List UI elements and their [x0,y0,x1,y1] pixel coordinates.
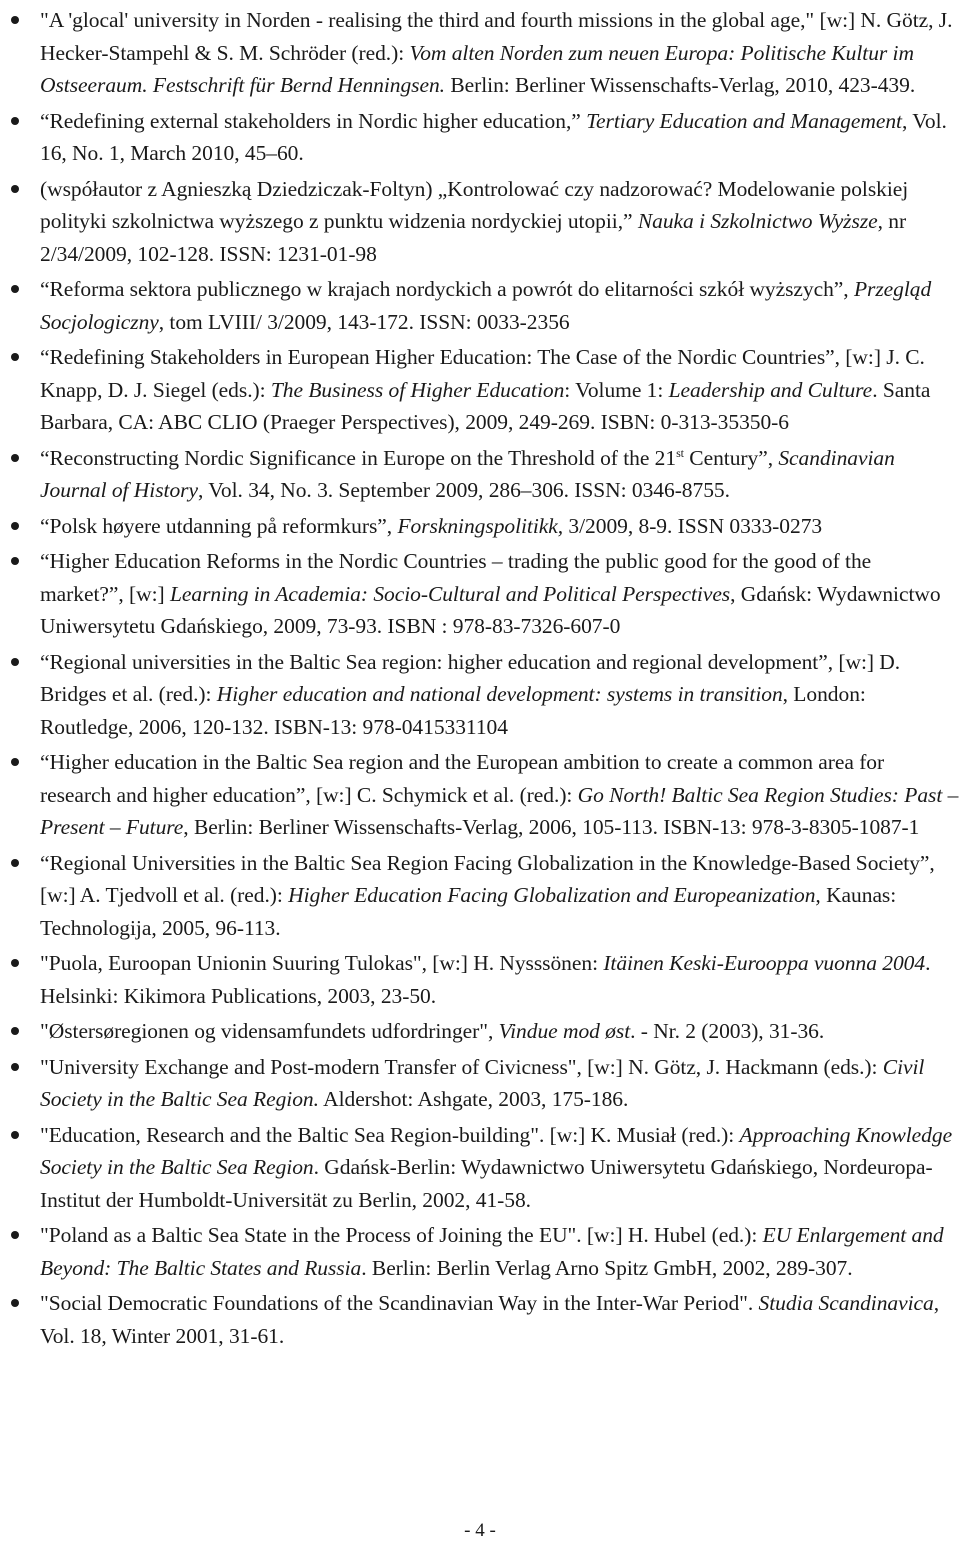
publication-text: st [676,445,684,460]
publication-entry [0,442,960,507]
publication-text: , Vol. 16, No. 1, March 2010, 45–60. [40,108,947,165]
publication-title-text: Przegląd Socjologiczny [40,277,932,334]
publication-text: . Helsinki: Kikimora Publications, 2003, 23-50. [40,951,931,1008]
publication-text: “Redefining Stakeholders in European Higher Education: The Case of the Nordic Countries”, [w:] J. C. Knapp, D. J. Siegel (eds.): [40,345,925,402]
bullet-icon [11,454,19,462]
bullet-icon [11,285,19,293]
publication-title-text: Tertiary Education and Management [586,108,902,133]
publication-entry [0,545,960,643]
publication-title-text: Scandinavian Journal of History [40,445,895,502]
publication-entry [0,847,960,945]
publication-text: . Gdańsk-Berlin: Wydawnictwo Uniwersytetu Gdańskiego, Nordeuropa-Institut der Humboldt-Universität zu Berlin, 2002, 41-58. [40,1155,933,1212]
publication-entry [0,646,960,744]
publication-text: , Berlin: Berliner Wissenschafts-Verlag, 2006, 105-113. ISBN-13: 978-3-8305-1087-1 [183,815,920,839]
publication-entry [0,341,960,439]
publication-text: "Poland as a Baltic Sea State in the Process of Joining the EU". [w:] H. Hubel (ed.): [40,1223,763,1247]
publication-text: , tom LVIII/ 3/2009, 143-172. ISSN: 0033-2356 [158,309,570,334]
publication-title-text: Higher education and national development: systems in transition [216,682,783,706]
bullet-icon [11,522,19,530]
publication-entry [0,273,960,338]
publication-entry [0,510,960,543]
bullet-icon [11,353,19,361]
publication-title-text: The Business of Higher Education [270,377,565,402]
publication-entry [0,746,960,844]
publication-title-text: Nauka i Szkolnictwo Wyższe [637,209,878,233]
publication-text: . Santa Barbara, CA: ABC CLIO (Praeger Perspectives), 2009, 249-269. ISBN: 0-313-35350-6 [40,377,931,434]
publication-title-text: Approaching Knowledge Society in the Baltic Sea Region [40,1122,953,1179]
publication-text: “Regional Universities in the Baltic Sea Region Facing Globalization in the Knowledge-Based Society”, [w:] A. Tjedvoll et al. (red.): [40,850,935,907]
publication-text: "Østersøregionen og vidensamfundets udfordringer", [40,1019,499,1043]
publication-title-text: Vindue mod øst [498,1019,631,1043]
bullet-icon [11,1063,19,1071]
publication-title-text: Go North! Baltic Sea Region Studies: Past – Present – Future [40,782,959,839]
publication-title-text: Forskningspolitikk, [397,513,564,538]
publication-text: Aldershot: Ashgate, 2003, 175-186. [318,1087,629,1111]
publication-entry [0,1287,960,1352]
publication-text: , nr 2/34/2009, 102-128. ISSN: 1231-01-98 [40,209,907,266]
publication-text: , Vol. 34, No. 3. September 2009, 286–306. ISSN: 0346-8755. [197,478,730,502]
publication-text: . - Nr. 2 (2003), 31-36. [630,1019,825,1043]
bullet-icon [11,959,19,967]
publication-title-text: Itäinen Keski-Eurooppa vuonna 2004 [603,951,926,975]
publication-title-text: Civil Society in the Baltic Sea Region. [40,1054,925,1111]
publication-entry [0,105,960,170]
publication-text: “Reforma sektora publicznego w krajach nordyckich a powrót do elitarności szkół wyższych”, [40,277,854,301]
publication-entry [0,1219,960,1284]
bullet-icon [11,16,19,24]
publication-entry [0,4,960,102]
bullet-icon [11,859,19,867]
publication-text: Century”, [683,445,779,470]
bullet-icon [11,185,19,193]
publication-text: “Polsk høyere utdanning på reformkurs”, [40,513,398,538]
publication-text: "Puola, Euroopan Unionin Suuring Tulokas", [w:] H. Nysssönen: [40,951,604,975]
publication-title-text: Studia Scandinavica [758,1291,934,1315]
bullet-icon [11,1231,19,1239]
bullet-icon [11,1027,19,1035]
publication-text: “Higher education in the Baltic Sea region and the European ambition to create a common area for research and higher education”, [w:] C. Schymick et al. (red.): [40,750,885,807]
publication-text: “Reconstructing Nordic Significance in Europe on the Threshold of the 21 [40,445,677,470]
bullet-icon [11,658,19,666]
publication-text: "University Exchange and Post-modern Transfer of Civicness", [w:] N. Götz, J. Hackmann (eds.): [40,1054,883,1079]
publication-title-text: Vom alten Norden zum neuen Europa: Politische Kultur im Ostseeraum. Festschrift für Bernd Henningsen. [40,40,914,97]
bullet-icon [11,557,19,565]
publication-text: Berlin: Berliner Wissenschafts-Verlag, 2010, 423-439. [445,73,916,97]
publication-entry [0,947,960,1012]
bullet-icon [11,117,19,125]
publication-title-text: Learning in Academia: Socio-Cultural and Political Perspectives [169,581,731,606]
publication-title-text: EU Enlargement and Beyond: The Baltic States and Russia [40,1223,944,1280]
publication-title-text: Higher Education Facing Globalization and Europeanization, [288,883,821,907]
publication-text: 3/2009, 8-9. ISSN 0333-0273 [563,513,823,538]
publication-entry [0,1119,960,1217]
publication-text: , Gdańsk: Wydawnictwo Uniwersytetu Gdańskiego, 2009, 73-93. ISBN : 978-83-7326-607-0 [40,581,941,638]
publication-entry [0,1015,960,1048]
publication-text: Kaunas: Technologija, 2005, 96-113. [40,883,897,940]
publication-text: "A 'glocal' university in Norden - realising the third and fourth missions in the global age," [w:] N. Götz, J. Hecker-Stampehl & S. M. Schröder (red.): [40,8,953,65]
publication-text: . Berlin: Berlin Verlag Arno Spitz GmbH, 2002, 289-307. [361,1255,853,1280]
publication-text: “Higher Education Reforms in the Nordic Countries – trading the public good for the good of the market?”, [w:] [40,549,872,606]
publication-list [0,4,960,1355]
bullet-icon [11,1299,19,1307]
publication-text: , Vol. 18, Winter 2001, 31-61. [40,1291,940,1348]
publication-text: “Regional universities in the Baltic Sea region: higher education and regional development”, [w:] D. Bridges et al. (red.): [40,649,901,706]
publication-text: “Redefining external stakeholders in Nordic higher education,” [40,108,587,133]
publication-text: (współautor z Agnieszką Dziedziczak-Foltyn) „Kontrolować czy nadzorować? Modelowanie polskiej polityki szkolnictwa wyższego z punktu widzenia nordyckiej utopii,” [40,176,909,233]
publication-entry [0,173,960,271]
publication-text: , London: Routledge, 2006, 120-132. ISBN-13: 978-0415331104 [40,682,866,739]
publication-text: "Social Democratic Foundations of the Scandinavian Way in the Inter-War Period". [40,1291,759,1315]
publication-text: : Volume 1: [564,377,669,402]
publication-text: "Education, Research and the Baltic Sea Region-building". [w:] K. Musiał (red.): [40,1122,740,1147]
bullet-icon [11,1131,19,1139]
publication-title-text: Leadership and Culture [668,377,873,402]
page-number: - 4 - [464,1520,496,1541]
bullet-icon [11,758,19,766]
publication-entry [0,1051,960,1116]
